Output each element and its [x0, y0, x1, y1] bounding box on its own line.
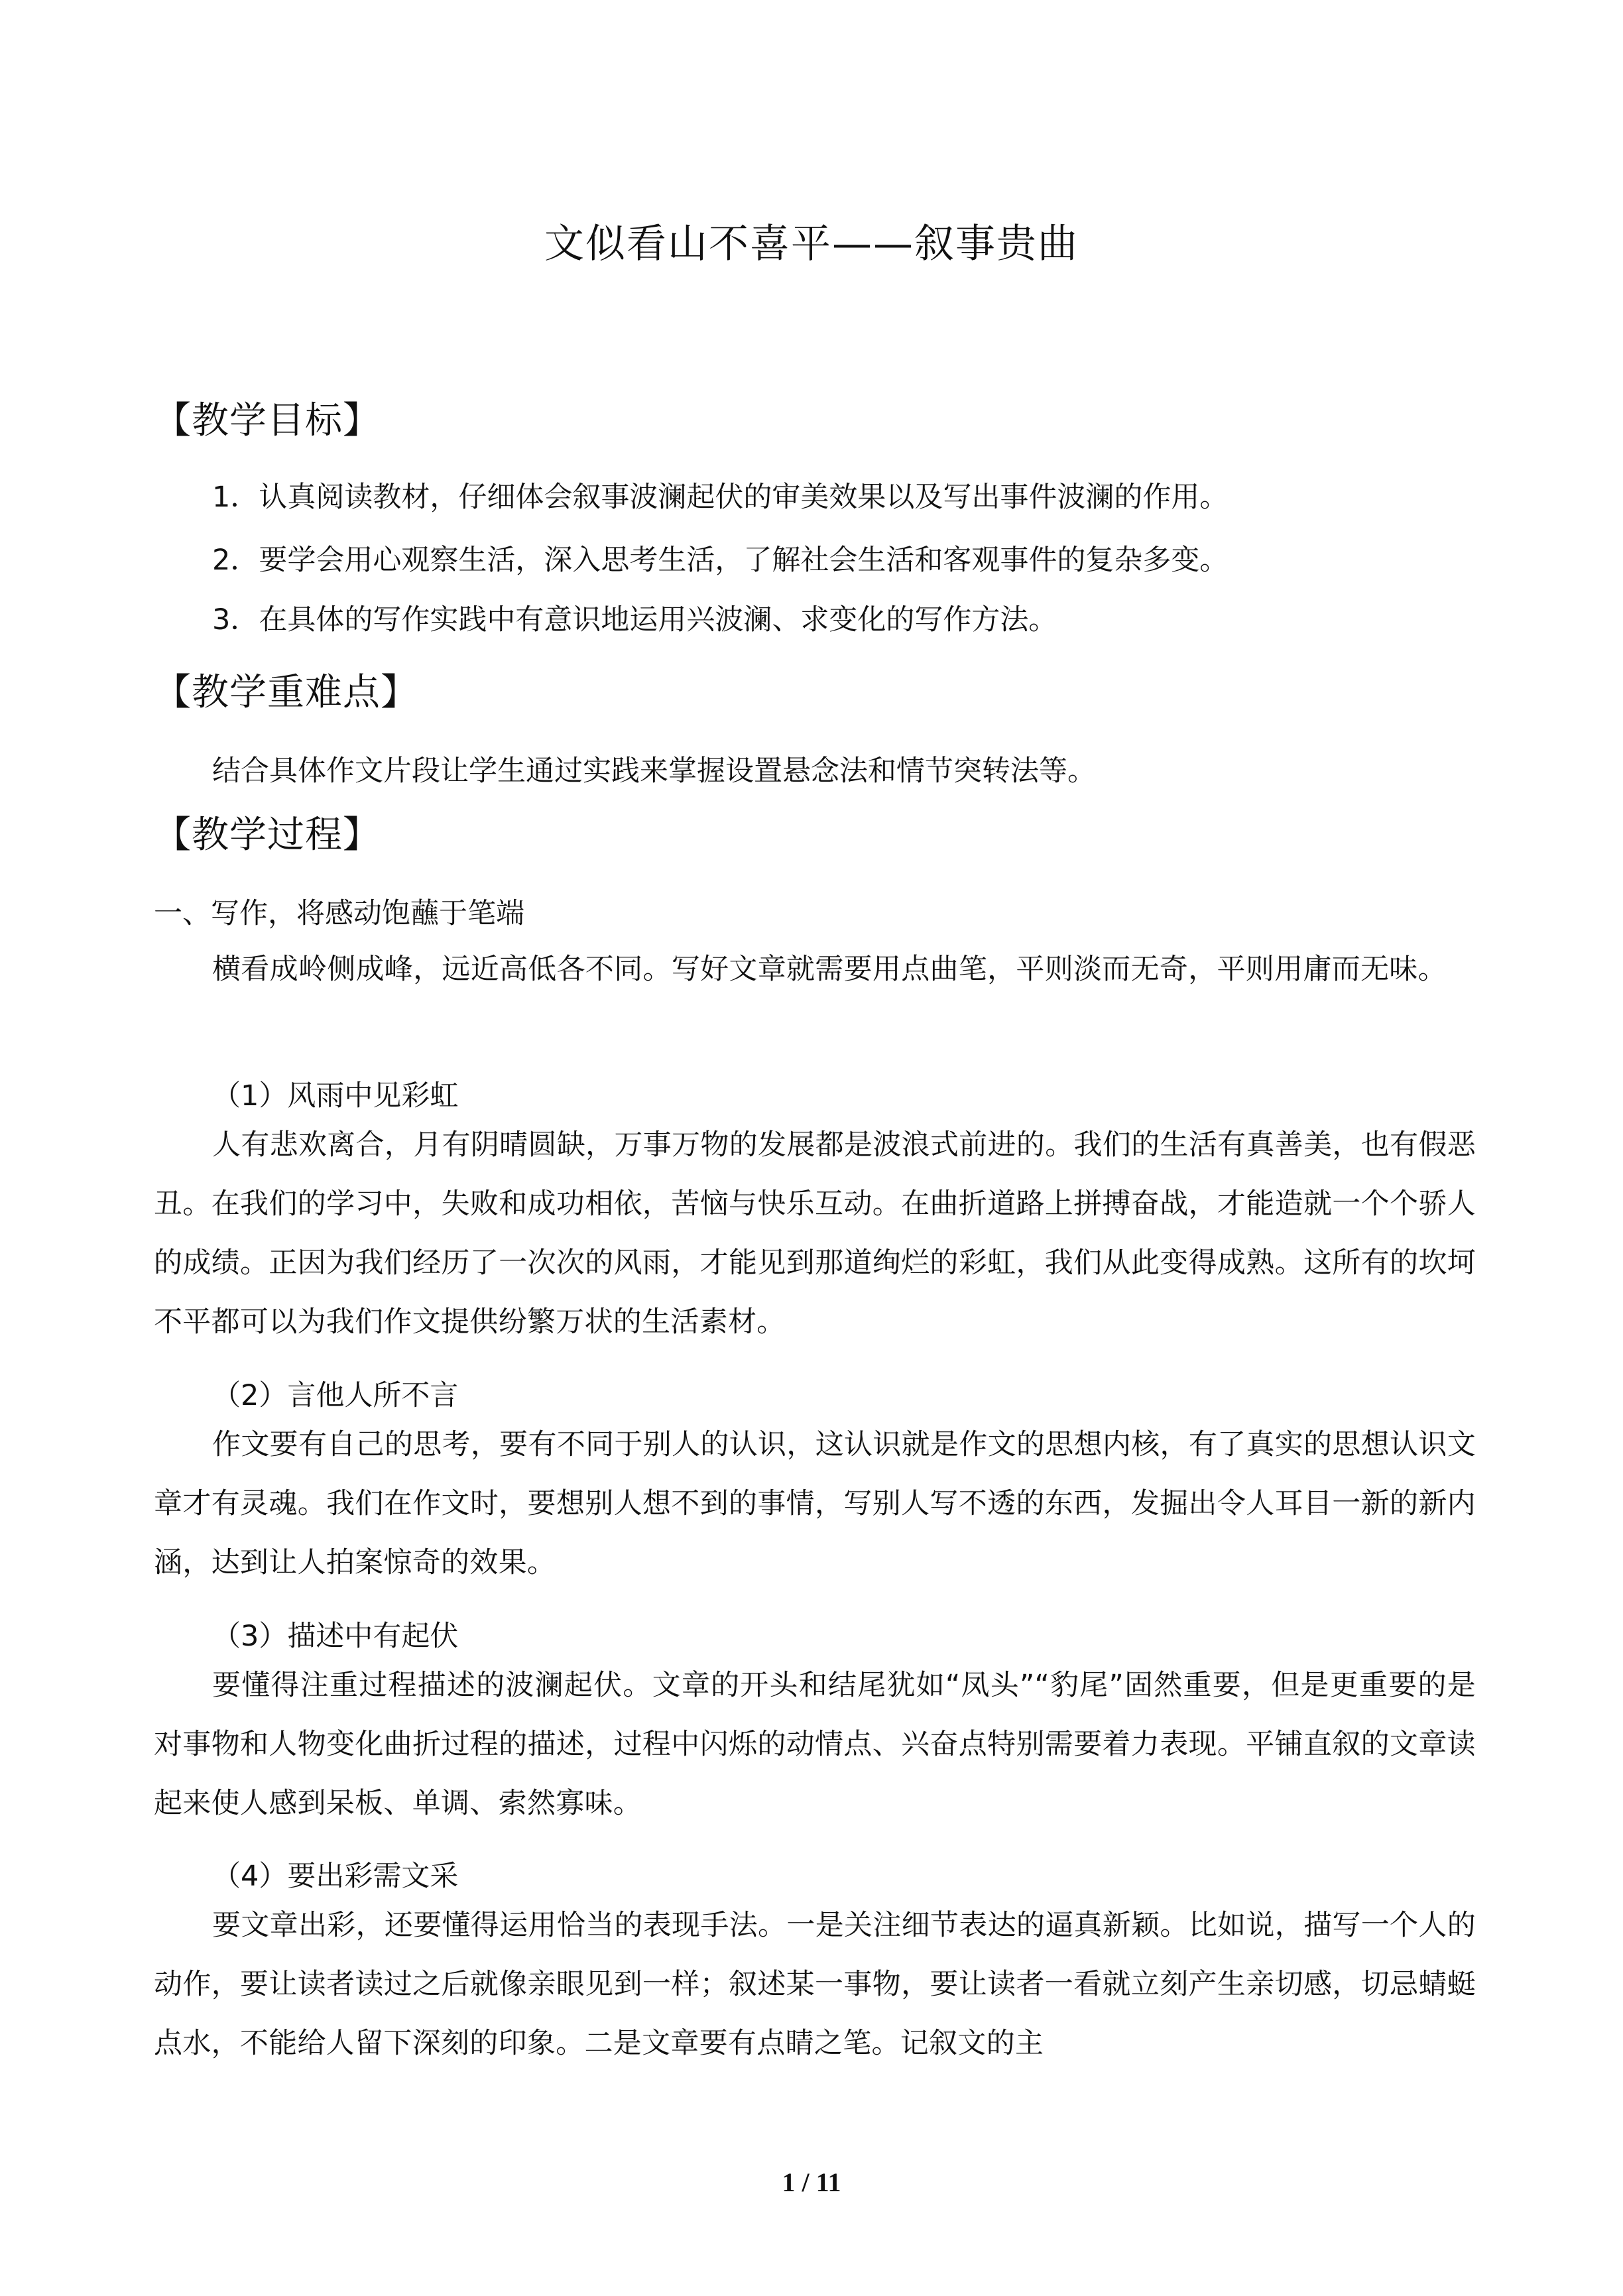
goal-item-2: 2．要学会用心观察生活，深入思考生活，了解社会生活和客观事件的复杂多变。: [212, 544, 1229, 577]
subsection-1-title: （1）风雨中见彩虹: [212, 1079, 459, 1113]
page-indicator: 1 / 11: [782, 2167, 841, 2197]
subsection-4-title: （4）要出彩需文采: [212, 1860, 459, 1893]
subsection-3-text: 要懂得注重过程描述的波澜起伏。文章的开头和结尾犹如“凤头”“豹尾”固然重要，但是更重要的是对事物和人物变化曲折过程的描述，过程中闪烁的动情点、兴奋点特别需要着力表现。平铺直叙的文章读起来使人感到呆板、单调、索然寡味。: [154, 1669, 1476, 1820]
heading-teaching-goals: 【教学目标】: [154, 399, 381, 442]
subsection-3-title: （3）描述中有起伏: [212, 1620, 459, 1653]
part-1-intro: 横看成岭侧成峰，远近高低各不同。写好文章就需要用点曲笔，平则淡而无奇，平则用庸而无味。: [212, 953, 1447, 986]
subsection-2-text: 作文要有自己的思考，要有不同于别人的认识，这认识就是作文的思想内核，有了真实的思想认识文章才有灵魂。我们在作文时，要想别人想不到的事情，写别人写不透的东西，发掘出令人耳目一新的新内涵，达到让人拍案惊奇的效果。: [154, 1428, 1476, 1579]
key-points-text: 结合具体作文片段让学生通过实践来掌握设置悬念法和情节突转法等。: [212, 755, 1096, 788]
part-1-title: 一、写作，将感动饱蘸于笔端: [154, 897, 524, 930]
document-title: 文似看山不喜平——叙事贵曲: [544, 221, 1079, 267]
heading-key-points: 【教学重难点】: [154, 671, 418, 714]
goal-item-3: 3．在具体的写作实践中有意识地运用兴波澜、求变化的写作方法。: [212, 603, 1057, 636]
subsection-4-text: 要文章出彩，还要懂得运用恰当的表现手法。一是关注细节表达的逼真新颖。比如说，描写一个人的动作，要让读者读过之后就像亲眼见到一样；叙述某一事物，要让读者一看就立刻产生亲切感，切忌蜻蜓点水，不能给人留下深刻的印象。二是文章要有点睛之笔。记叙文的主: [154, 1909, 1476, 2060]
subsection-1-text: 人有悲欢离合，月有阴晴圆缺，万事万物的发展都是波浪式前进的。我们的生活有真善美，也有假恶丑。在我们的学习中，失败和成功相依，苦恼与快乐互动。在曲折道路上拼搏奋战，才能造就一个个骄人的成绩。正因为我们经历了一次次的风雨，才能见到那道绚烂的彩虹，我们从此变得成熟。这所有的坎坷不平都可以为我们作文提供纷繁万状的生活素材。: [154, 1128, 1476, 1339]
goal-item-1: 1．认真阅读教材，仔细体会叙事波澜起伏的审美效果以及写出事件波澜的作用。: [212, 481, 1229, 514]
subsection-2-title: （2）言他人所不言: [212, 1379, 459, 1412]
heading-teaching-process: 【教学过程】: [154, 814, 381, 857]
